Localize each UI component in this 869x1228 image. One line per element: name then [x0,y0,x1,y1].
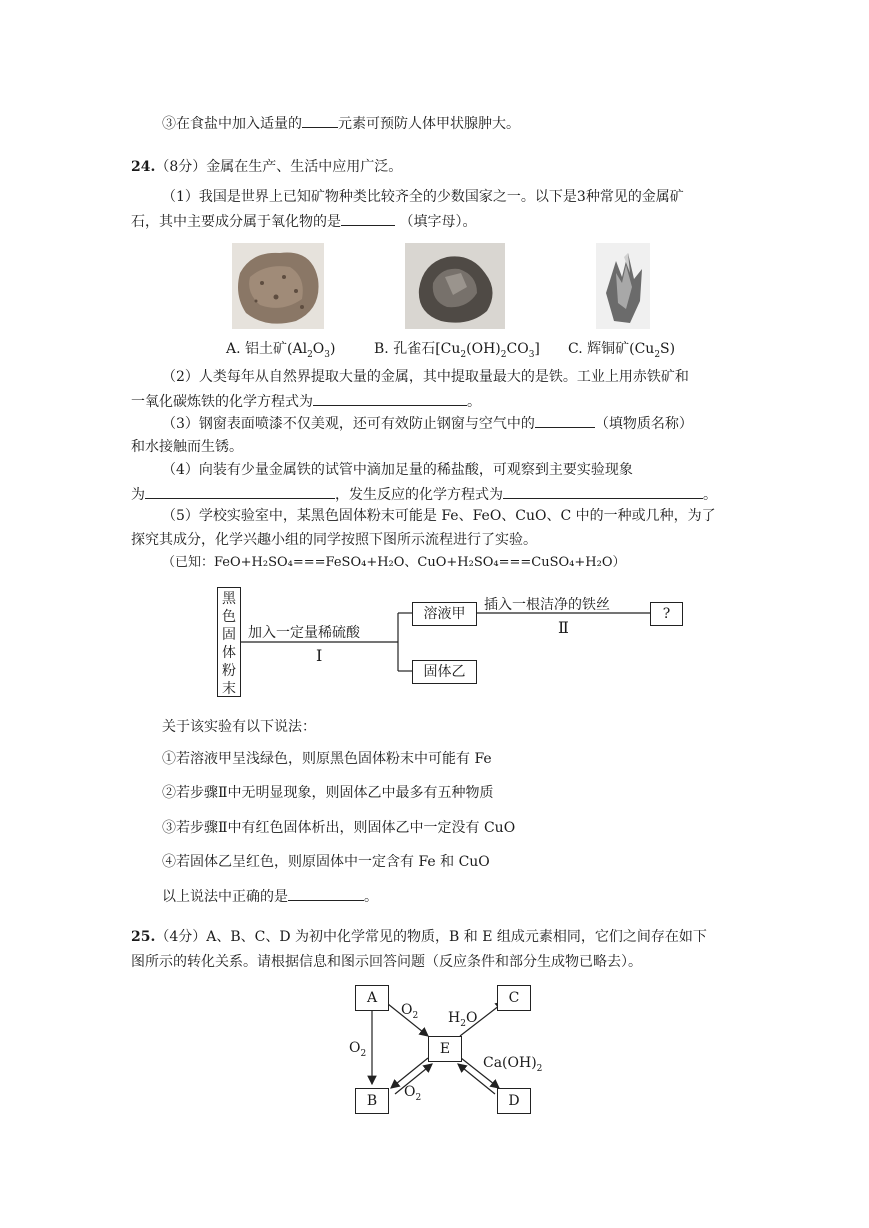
statement-2: ②若步骤Ⅱ中无明显现象，则固体乙中最多有五种物质 [162,785,494,801]
label-h2o: $H_2O$ [448,1010,478,1029]
q24-known-equations: （已知：FeO+H₂SO₄===FeSO₄+H₂O、CuO+H₂SO₄===CuSO₄+H₂O） [162,555,626,570]
mineral-caption-a: A. 铝土矿$(Al_2O_3)$ [226,341,336,360]
q23-item3-pre: ③在食盐中加入适量的 [162,116,302,132]
q24-p5-line2: 探究其成分，化学兴趣小组的同学按照下图所示流程进行了实验。 [131,532,537,548]
flow-step1-number: Ⅰ [316,646,323,665]
q25-number: 25. [131,929,156,945]
flow-step2-number: Ⅱ [558,618,569,637]
node-e: E [428,1036,462,1062]
mineral-caption-c: C. 辉铜矿$(Cu_2S)$ [568,341,676,360]
node-a: A [355,985,389,1011]
label-o2-a-to-e: $O_2$ [401,1002,419,1021]
label-caoh2: $Ca(OH)_2$ [483,1055,543,1074]
q24-p1-post: （填字母）。 [399,214,477,230]
q24-p3-post: （填物质名称） [594,416,693,432]
label-o2-b-to-e: $O_2$ [404,1084,422,1103]
q23-item3-post: 元素可预防人体甲状腺肿大。 [338,116,520,132]
q24-p3-line2: 和水接触而生锈。 [131,439,243,455]
q24-p4-mid: ，发生反应的化学方程式为 [335,487,503,503]
q24-p2-line1: （2）人类每年从自然界提取大量的金属，其中提取量最大的是铁。工业上用赤铁矿和 [162,369,689,385]
statements-intro: 关于该实验有以下说法： [162,719,316,735]
q24-p4-line1: （4）向装有少量金属铁的试管中滴加足量的稀盐酸，可观察到主要实验现象 [162,462,633,478]
q24-p5-answer-pre: 以上说法中正确的是 [162,889,288,905]
q24-p2-pre: 一氧化碳炼铁的化学方程式为 [131,394,313,410]
q24-number: 24. [131,159,156,175]
q24-stem-text: （8分）金属在生产、生活中应用广泛。 [155,159,403,175]
q24-p1-pre: 石，其中主要成分属于氧化物的是 [131,214,341,230]
flow-black-powder-box: 黑色固体粉末 [217,587,241,697]
statement-4: ④若固体乙呈红色，则原固体中一定含有 Fe 和 CuO [162,854,490,870]
statement-3: ③若步骤Ⅱ中有红色固体析出，则固体乙中一定没有 CuO [162,820,516,836]
q24-p4-post: 。 [703,487,717,503]
label-o2-a-to-b: $O_2$ [349,1040,367,1059]
flow-solid-b-box: 固体乙 [412,660,477,684]
flow-step1-label: 加入一定量稀硫酸 [248,625,360,641]
node-b: B [355,1088,389,1114]
q24-p5-answer-post: 。 [364,889,378,905]
q24-p1-line1: （1）我国是世界上已知矿物种类比较齐全的少数国家之一。以下是3种常见的金属矿 [162,189,684,205]
q24-p5-line1: （5）学校实验室中，某黑色固体粉末可能是 Fe、FeO、CuO、C 中的一种或几种，为了 [162,508,716,524]
q24-p4-pre: 为 [131,487,145,503]
flow-solution-a-box: 溶液甲 [412,602,477,626]
q25-line2: 图所示的转化关系。请根据信息和图示回答问题（反应条件和部分生成物已略去）。 [131,954,642,970]
q25-line1-text: （4分）A、B、C、D 为初中化学常见的物质，B 和 E 组成元素相同，它们之间存在如下 [155,929,707,945]
statement-1: ①若溶液甲呈浅绿色，则原黑色固体粉末中可能有 Fe [162,751,492,767]
node-d: D [497,1088,531,1114]
flow-step2-label: 插入一根洁净的铁丝 [484,597,610,613]
node-c: C [497,985,531,1011]
flow-unknown-box: ? [650,602,683,626]
q24-p2-post: 。 [467,394,481,410]
mineral-caption-b: B. 孔雀石$[Cu_2(OH)_2CO_3]$ [374,341,540,360]
q24-p3-pre: （3）钢窗表面喷漆不仅美观，还可有效防止钢窗与空气中的 [162,416,535,432]
